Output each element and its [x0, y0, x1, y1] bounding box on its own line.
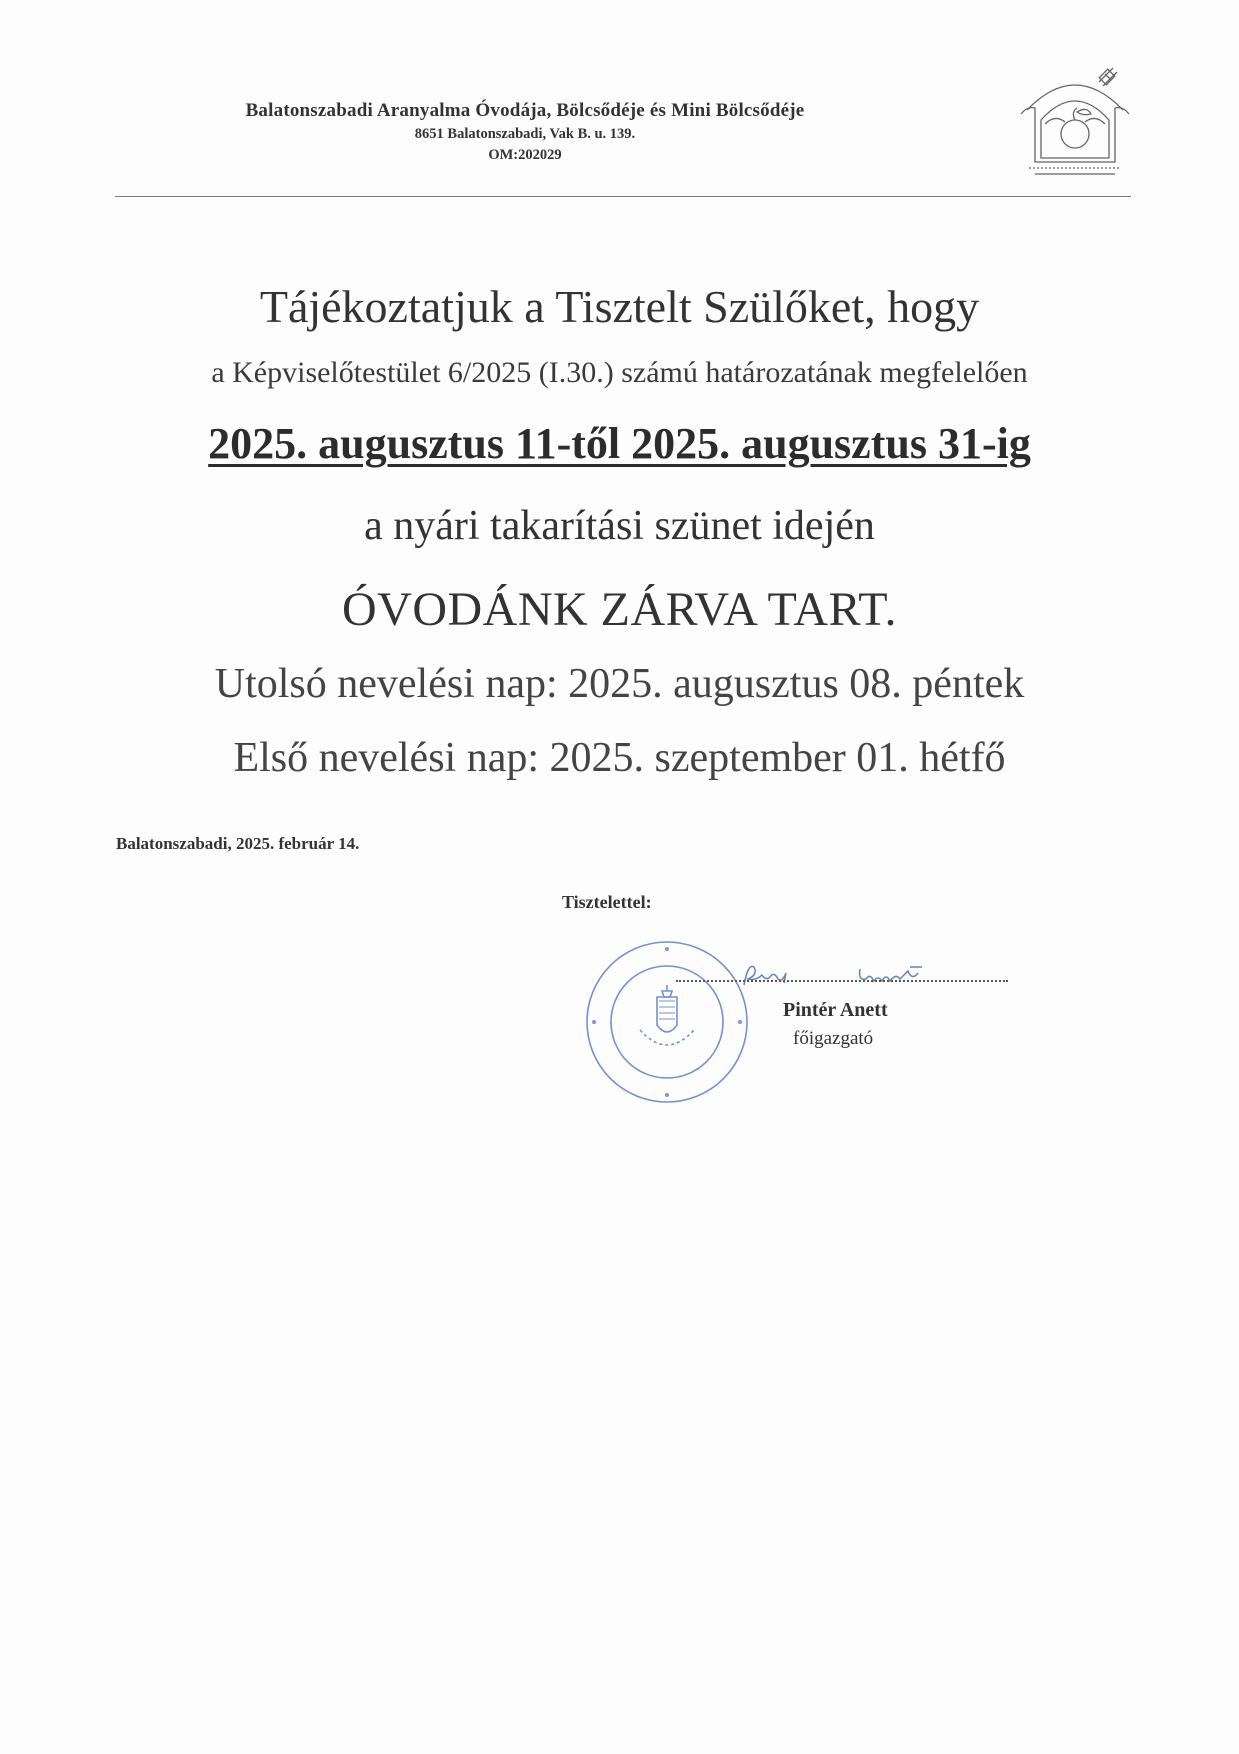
letterhead	[0, 100, 1050, 164]
signer-title: főigazgató	[793, 1028, 874, 1049]
closure-dates	[0, 418, 1239, 469]
signature-line	[676, 980, 1008, 982]
closure-reason: a nyári takarítási szünet idején	[364, 503, 875, 549]
first-day: Első nevelési nap: 2025. szeptember 01. hétfő	[233, 735, 1006, 781]
closure-dates-text: 2025. augusztus 11-től 2025. augusztus 31-ig	[208, 419, 1031, 468]
notice-intro: Tájékoztatjuk a Tisztelt Szülőket, hogy	[259, 281, 980, 332]
closure-statement: ÓVODÁNK ZÁRVA TART.	[342, 583, 897, 636]
closing-regards: Tisztelettel:	[562, 892, 652, 912]
signature-icon	[740, 955, 940, 995]
signer-name: Pintér Anett	[783, 999, 888, 1021]
kindergarten-logo-icon	[1015, 62, 1135, 182]
institution-om-code: OM:202029	[488, 147, 562, 163]
institution-address: 8651 Balatonszabadi, Vak B. u. 139.	[414, 126, 636, 142]
place-and-date: Balatonszabadi, 2025. február 14.	[116, 834, 360, 853]
last-day: Utolsó nevelési nap: 2025. augusztus 08. péntek	[214, 661, 1025, 707]
institution-name: Balatonszabadi Aranyalma Óvodája, Bölcsődéje és Mini Bölcsődéje	[245, 100, 805, 121]
notice-reference: a Képviselőtestület 6/2025 (I.30.) számú határozatának megfelelően	[211, 356, 1028, 389]
header-divider	[115, 196, 1131, 197]
official-stamp-icon	[580, 935, 755, 1110]
